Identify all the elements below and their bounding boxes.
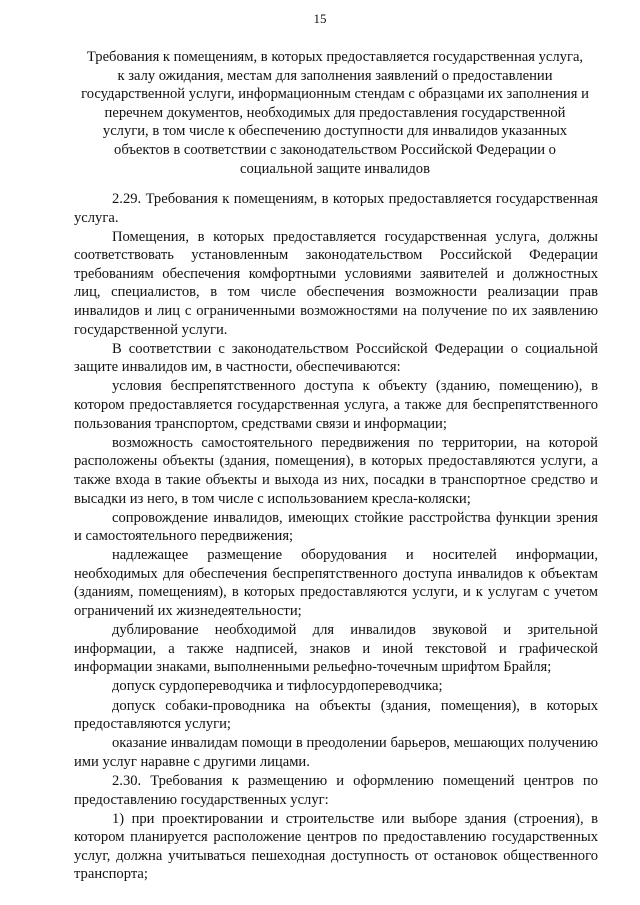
list-paragraph: допуск собаки-проводника на объекты (здания, помещения), в которых предоставляются услуги; xyxy=(74,697,598,733)
list-paragraph: возможность самостоятельного передвижения по территории, на которой расположены объекты (здания, помещения), в которых предоставляются услуги, а также входа в такие объекты и выхода из них, посадки в транспортное средство и высадки из него, в том числе с использованием кресла-коляски; xyxy=(74,434,598,507)
paragraph-2-29: 2.29. Требования к помещениям, в которых предоставляется государственная услуга. xyxy=(74,191,598,226)
paragraph-2-30: 2.30. Требования к размещению и оформлению помещений центров по предоставлению государственных услуг: xyxy=(74,772,598,808)
heading-line: объектов в соответствии с законодательством Российской Федерации о xyxy=(114,141,556,158)
heading-line: государственной услуги, информационным стендам с образцами их заполнения и xyxy=(81,86,589,103)
paragraph: В соответствии с законодательством Российской Федерации о социальной защите инвалидов им, в частности, обеспечиваются: xyxy=(74,340,598,376)
section-heading xyxy=(70,48,600,178)
heading-line: Требования к помещениям, в которых предоставляется государственная услуга, xyxy=(86,49,584,65)
list-paragraph: надлежащее размещение оборудования и носителей информации, необходимых для обеспечения беспрепятственного доступа инвалидов к объектам (зданиям, помещениям), в которых предоставляются услуги, и к услугам с учетом ограничений их жизнедеятельности; xyxy=(74,547,598,620)
heading-line: услуги, в том числе к обеспечению доступности для инвалидов указанных xyxy=(102,123,568,140)
list-paragraph: условия беспрепятственного доступа к объекту (зданию, помещению), в котором предоставляется государственная услуга, а также для беспрепятственного пользования транспортом, средствами связи и информации; xyxy=(74,378,598,432)
document-body xyxy=(74,190,598,884)
list-paragraph: сопровождение инвалидов, имеющих стойкие расстройства функции зрения и самостоятельного передвижения; xyxy=(74,509,598,545)
list-paragraph: дублирование необходимой для инвалидов звуковой и зрительной информации, а также надписей, знаков и иной текстовой и графической информации знаками, выполненными рельефно-точечным шрифтом Брайля; xyxy=(74,622,598,676)
heading-line: перечнем документов, необходимых для предоставления государственной xyxy=(104,104,566,121)
list-paragraph: 1) при проектировании и строительстве или выборе здания (строения), в котором планируется расположение центров по предоставлению государственных услуг, должна учитываться пешеходная доступность от остановок общественного транспорта; xyxy=(74,810,598,883)
list-paragraph: оказание инвалидам помощи в преодолении барьеров, мешающих получению ими услуг наравне с другими лицами. xyxy=(74,735,598,770)
heading-line: социальной защите инвалидов xyxy=(240,160,430,177)
paragraph: Помещения, в которых предоставляется государственная услуга, должны соответствовать установленным законодательством Российской Федерации требованиям обеспечения комфортными условиями заявителей и должностных лиц, специалистов, в том числе обеспечения возможности реализации прав инвалидов и лиц с ограниченными возможностями на получение по их заявлению государственной услуги. xyxy=(74,228,598,338)
heading-line: к залу ожидания, местам для заполнения заявлений о предоставлении xyxy=(117,67,553,84)
list-paragraph: допуск сурдопереводчика и тифлосурдопереводчика; xyxy=(112,678,443,695)
page-number: 15 xyxy=(313,11,327,26)
